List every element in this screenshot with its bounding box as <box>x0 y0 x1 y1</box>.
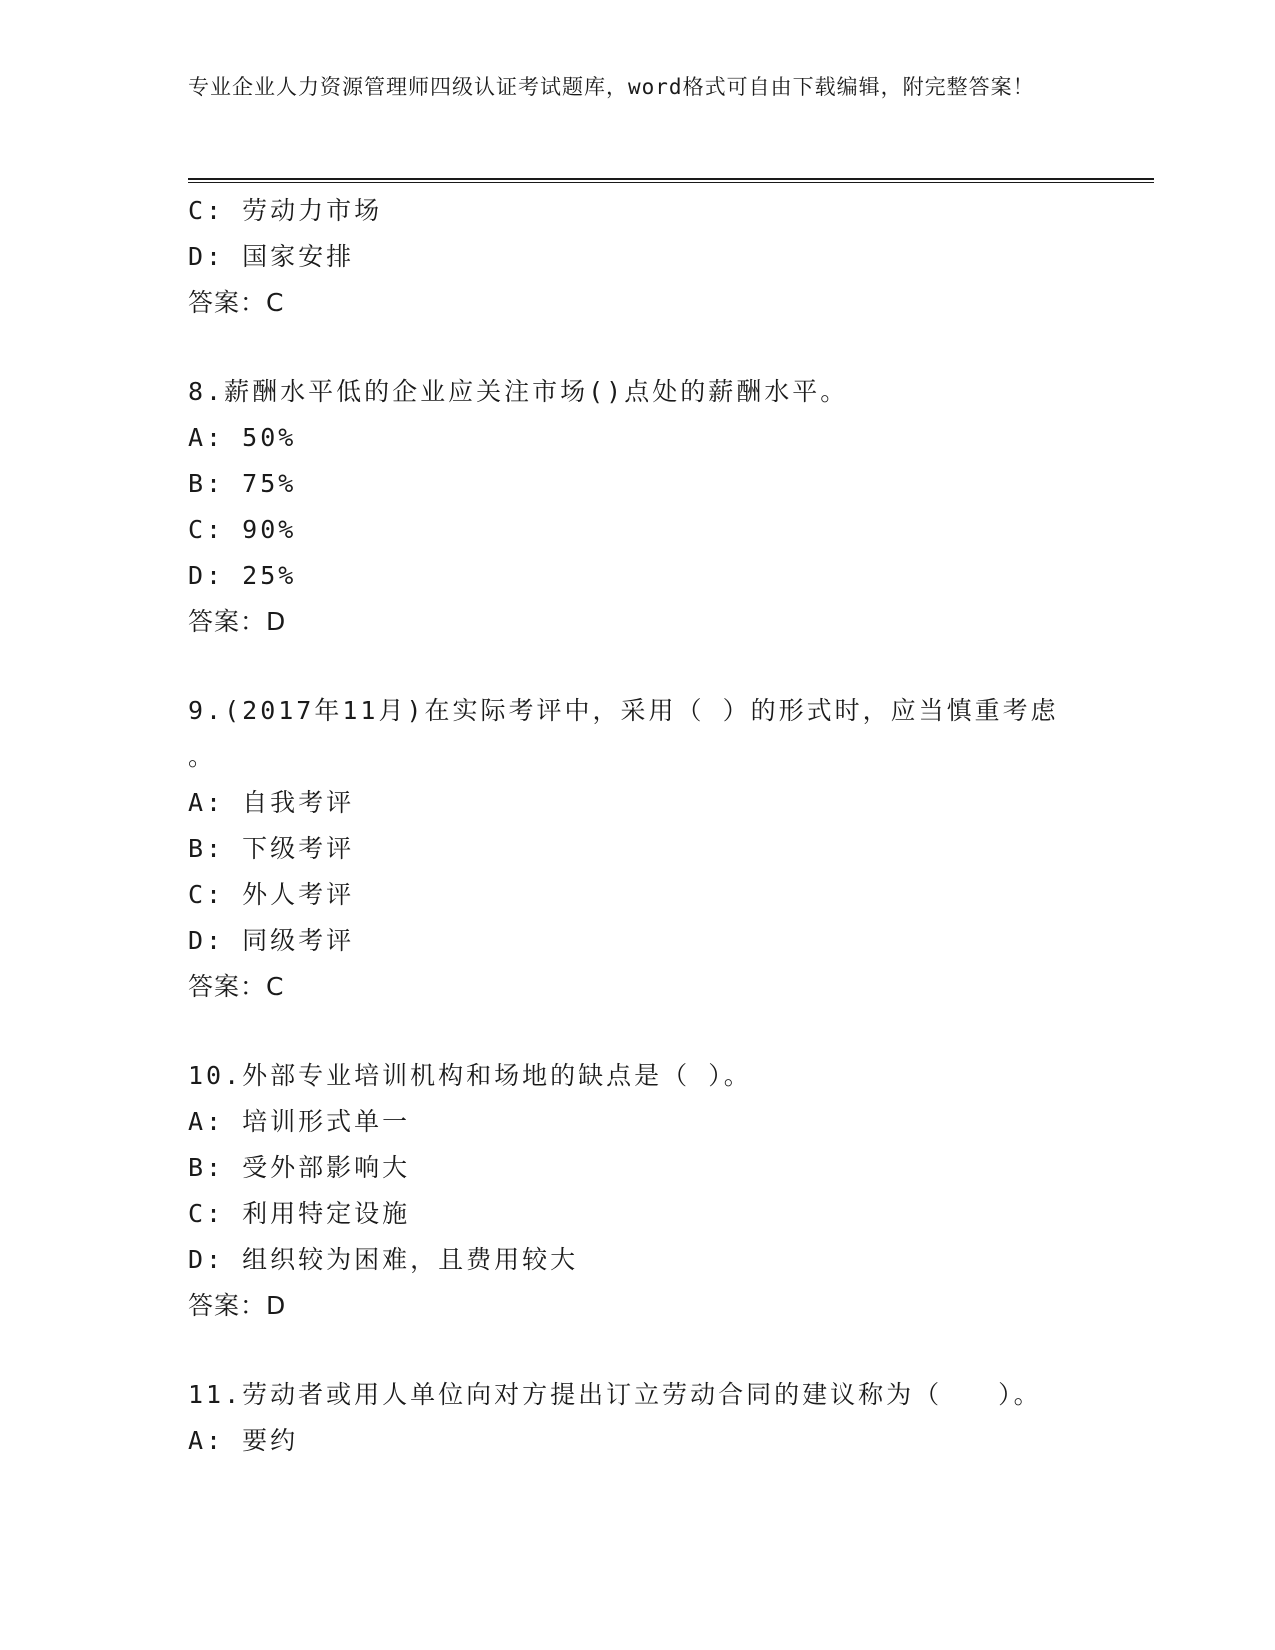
question-block-10 <box>188 1053 1088 1329</box>
question-stem: 9.(2017年11月)在实际考评中，采用（ ）的形式时，应当慎重考虑 <box>188 696 1059 725</box>
option-c: C: 90% <box>188 515 297 544</box>
option-c: C: 外人考评 <box>188 880 355 909</box>
header-divider <box>188 178 1154 183</box>
answer-line: 答案：C <box>188 288 285 317</box>
option-a: A: 要约 <box>188 1426 299 1455</box>
question-stem: 8.薪酬水平低的企业应关注市场()点处的薪酬水平。 <box>188 377 849 406</box>
option-b: B: 下级考评 <box>188 834 355 863</box>
option-a: A: 自我考评 <box>188 788 355 817</box>
question-block-11 <box>188 1372 1088 1464</box>
question-block-9 <box>188 688 1088 1010</box>
document-header: 专业企业人力资源管理师四级认证考试题库，word格式可自由下载编辑，附完整答案！ <box>188 75 1035 99</box>
option-d: D: 同级考评 <box>188 926 355 955</box>
option-b: B: 受外部影响大 <box>188 1153 411 1182</box>
option-d: D: 国家安排 <box>188 242 355 271</box>
document-body <box>188 188 1088 1464</box>
option-a: A: 培训形式单一 <box>188 1107 411 1136</box>
answer-line: 答案：D <box>188 1291 287 1320</box>
question-stem-continued: 。 <box>188 742 217 771</box>
option-d: D: 25% <box>188 561 297 590</box>
answer-line: 答案：D <box>188 607 287 636</box>
option-b: B: 75% <box>188 469 297 498</box>
option-c: C: 劳动力市场 <box>188 196 383 225</box>
question-stem: 11.劳动者或用人单位向对方提出订立劳动合同的建议称为（ ）。 <box>188 1380 1042 1409</box>
option-a: A: 50% <box>188 423 297 452</box>
question-block-8 <box>188 369 1088 645</box>
question-block-7 <box>188 188 1088 326</box>
option-d: D: 组织较为困难，且费用较大 <box>188 1245 579 1274</box>
option-c: C: 利用特定设施 <box>188 1199 411 1228</box>
answer-line: 答案：C <box>188 972 285 1001</box>
question-stem: 10.外部专业培训机构和场地的缺点是（ ）。 <box>188 1061 752 1090</box>
